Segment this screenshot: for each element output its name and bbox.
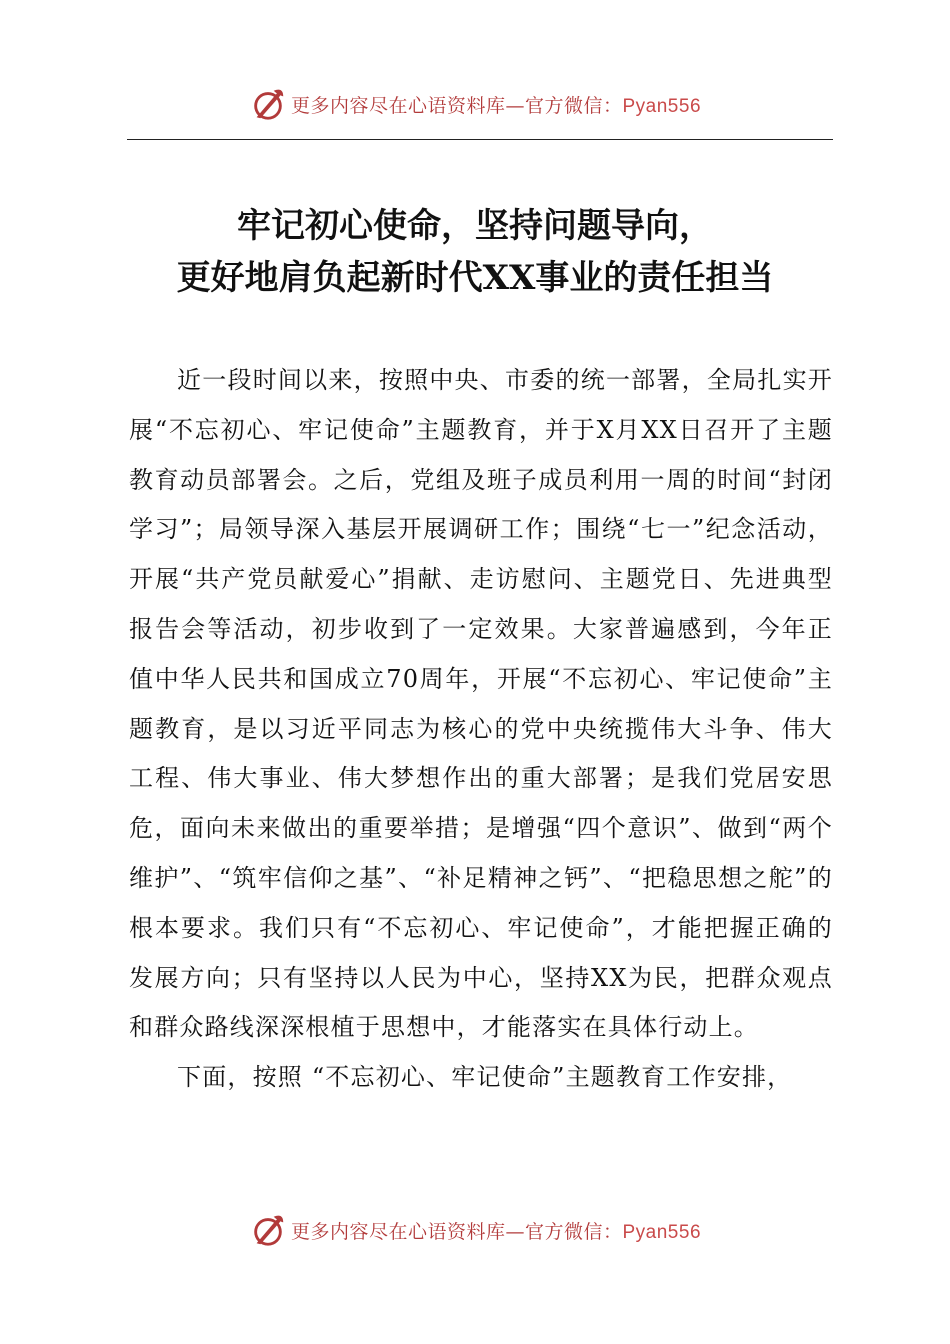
header-banner-cn: 更多内容尽在心语资料库—官方微信： bbox=[290, 94, 623, 117]
header-banner-text bbox=[291, 91, 701, 118]
document-body bbox=[129, 356, 833, 1103]
footer-banner-text bbox=[291, 1217, 701, 1244]
title-line-1: 牢记初心使命，坚持问题导向， bbox=[237, 206, 713, 246]
footer-wechat-id: Pyan556 bbox=[622, 1221, 702, 1243]
header-wechat-id: Pyan556 bbox=[622, 95, 702, 117]
document-title bbox=[0, 200, 950, 304]
title-line-2: 更好地肩负起新时代XX事业的责任担当 bbox=[176, 258, 774, 298]
quill-logo-icon bbox=[249, 1211, 287, 1249]
quill-logo-icon bbox=[249, 85, 287, 123]
footer-banner-cn: 更多内容尽在心语资料库—官方微信： bbox=[290, 1220, 623, 1243]
header-rule bbox=[127, 139, 833, 140]
body-paragraph-2: 下面，按照 “不忘初心、牢记使命”主题教育工作安排， bbox=[177, 1063, 793, 1092]
header-banner bbox=[0, 84, 950, 124]
footer-banner bbox=[0, 1210, 950, 1250]
body-paragraph-1: 近一段时间以来，按照中央、市委的统一部署，全局扎实开展“不忘初心、牢记使命”主题教育，并于X月XX日召开了主题教育动员部署会。之后，党组及班子成员利用一周的时间“封闭学习”；局领导深入基层开展调研工作；围绕“七一”纪念活动，开展“共产党员献爱心”捐献、走访慰问、主题党日、先进典型报告会等活动，初步收到了一定效果。大家普遍感到，今年正值中华人民共和国成立70周年，开展“不忘初心、牢记使命”主题教育，是以习近平同志为核心的党中央统揽伟大斗争、伟大工程、伟大事业、伟大梦想作出的重大部署；是我们党居安思危，面向未来做出的重要举措；是增强“四个意识”、做到“两个维护”、“筑牢信仰之基”、“补足精神之钙”、“把稳思想之舵”的根本要求。我们只有“不忘初心、牢记使命”，才能把握正确的发展方向；只有坚持以人民为中心，坚持XX为民，把群众观点和群众路线深深根植于思想中，才能落实在具体行动上。 bbox=[129, 366, 833, 1042]
